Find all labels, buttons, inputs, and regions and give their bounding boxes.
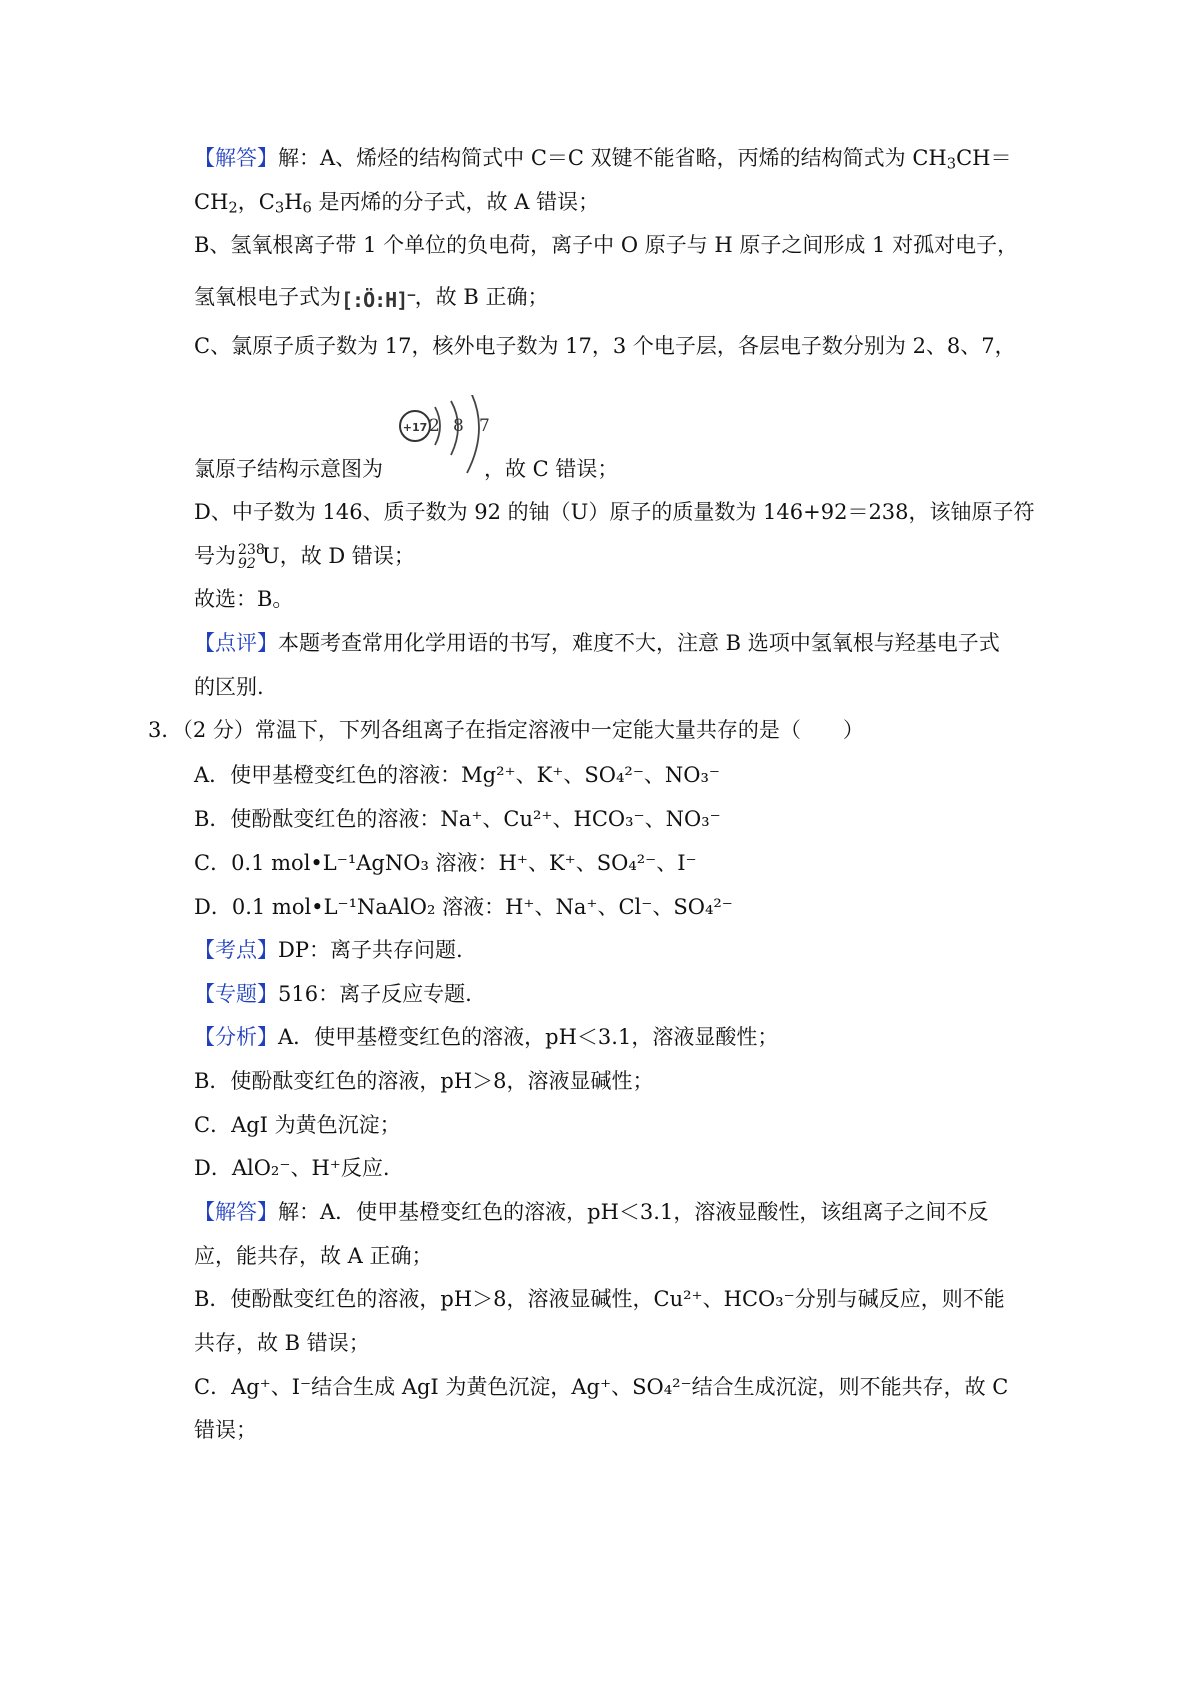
shell-count-2: 8 (453, 416, 464, 436)
answer-line-b1: B、氢氧根离子带 1 个单位的负电荷，离子中 O 原子与 H 原子之间形成 1 对孤对电子， (194, 233, 1019, 257)
question-3-stem: 3．（2 分）常温下，下列各组离子在指定溶液中一定能大量共存的是（ ） (148, 718, 864, 742)
chlorine-atom-diagram (395, 395, 505, 485)
comment-tag: 【点评】 (194, 631, 278, 655)
answer-tag: 【解答】 (194, 146, 278, 170)
q3-option-a: A．使甲基橙变红色的溶液：Mg²⁺、K⁺、SO₄²⁻、NO₃⁻ (194, 763, 721, 787)
answer-line-c2-post: ，故 C 错误； (484, 457, 619, 481)
q3-fenxi-1: 【分析】A．使甲基橙变红色的溶液，pH＜3.1，溶液显酸性； (194, 1025, 779, 1049)
q3-option-d: D．0.1 mol•L⁻¹NaAlO₂ 溶液：H⁺、Na⁺、Cl⁻、SO₄²⁻ (194, 895, 733, 919)
answer-line-c1: C、氯原子质子数为 17，核外电子数为 17，3 个电子层，各层电子数分别为 2、8、7， (194, 334, 1016, 358)
answer-line-b2: 氢氧根电子式为[:Ö:H]−，故 B 正确； (194, 282, 548, 315)
q3-fenxi-2: B．使酚酞变红色的溶液，pH＞8，溶液显碱性； (194, 1069, 654, 1093)
q3-fenxi-4: D．AlO₂⁻、H⁺反应. (194, 1156, 390, 1180)
answer-line-c2-pre: 氯原子结构示意图为 (194, 457, 383, 481)
answer-line-d1: D、中子数为 146、质子数为 92 的铀（U）原子的质量数为 146+92＝238，该铀原子符 (194, 500, 1035, 524)
answer-conclusion: 故选：B。 (194, 587, 294, 611)
shell-arc-3 (467, 395, 479, 473)
q3-jieda-5: C．Ag⁺、I⁻结合生成 AgI 为黄色沉淀，Ag⁺、SO₄²⁻结合生成沉淀，则不能共存，故 C (194, 1375, 1009, 1399)
q3-option-c: C．0.1 mol•L⁻¹AgNO₃ 溶液：H⁺、K⁺、SO₄²⁻、I⁻ (194, 851, 697, 875)
comment-line-2: 的区别. (194, 675, 264, 699)
shell-count-3: 7 (479, 416, 490, 436)
answer-line-d2: 号为 238 92 U，故 D 错误； (194, 542, 415, 572)
uranium-isotope-symbol: 238 92 (238, 542, 265, 572)
answer-line-a1: 【解答】解：A、烯烃的结构简式中 C＝C 双键不能省略，丙烯的结构简式为 $CH_3CH=$ (194, 146, 1012, 173)
q3-jieda-4: 共存，故 B 错误； (194, 1331, 370, 1355)
q3-fenxi-3: C．AgI 为黄色沉淀； (194, 1113, 401, 1137)
q3-zhuanti: 【专题】516：离子反应专题. (194, 982, 472, 1006)
answer-line-a2: $CH_2$，$C_3H_6$ 是丙烯的分子式，故 A 错误； (194, 190, 600, 217)
q3-jieda-6: 错误； (194, 1418, 257, 1442)
nucleus-label: +17 (402, 421, 428, 434)
q3-jieda-2: 应，能共存，故 A 正确； (194, 1244, 433, 1268)
q3-jieda-1: 【解答】解：A．使甲基橙变红色的溶液，pH＜3.1，溶液显酸性，该组离子之间不反 (194, 1200, 989, 1224)
q3-jieda-3: B．使酚酞变红色的溶液，pH＞8，溶液显碱性，Cu²⁺、HCO₃⁻分别与碱反应，则不能 (194, 1287, 1005, 1311)
comment-line-1: 【点评】本题考查常用化学用语的书写，难度不大，注意 B 选项中氢氧根与羟基电子式 (194, 631, 1000, 655)
shell-count-1: 2 (429, 416, 440, 436)
hydroxide-electron-formula: [:Ö:H]− (341, 287, 415, 312)
q3-option-b: B．使酚酞变红色的溶液：Na⁺、Cu²⁺、HCO₃⁻、NO₃⁻ (194, 807, 721, 831)
q3-kaodian: 【考点】DP：离子共存问题. (194, 938, 463, 962)
